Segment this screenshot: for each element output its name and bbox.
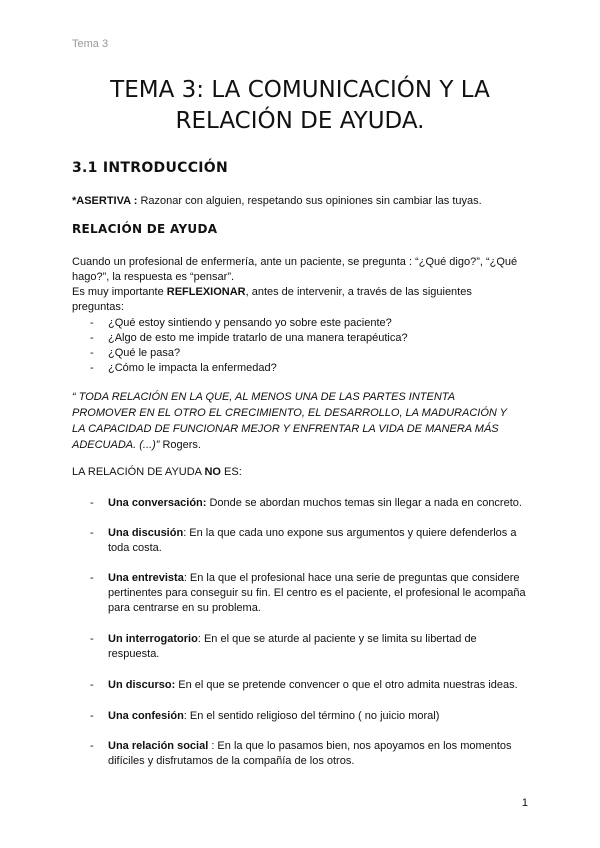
intro-line-3-pre: Es muy importante [72,286,167,298]
quote-author: Rogers. [159,439,201,451]
not-heading-pre: LA RELACIÓN DE AYUDA [72,466,205,478]
page-number: 1 [521,797,528,809]
intro-paragraph [72,255,532,315]
dash-bullet: - [90,362,94,374]
dash-bullet: - [90,572,94,584]
list-item [90,346,510,361]
item-text: : En la que el profesional hace una serie de preguntas que considere pertinentes para conseguir su fin. El centro es el paciente, el profesional le acompaña para centrarse en su problema. [108,572,526,614]
list-item [90,526,530,556]
quote-text-3: LA CAPACIDAD DE FUNCIONAR MEJOR Y ENFRENTAR LA VIDA DE MANERA MÁS [72,423,499,435]
not-heading [72,465,532,480]
list-item [90,496,530,511]
list-item [90,632,530,662]
quote-text-4: ADECUADA. (...)” [72,439,160,451]
intro-line-3 [72,285,532,300]
list-item [90,316,510,331]
title-line-2: RELACIÓN DE AYUDA. [175,108,425,134]
intro-line-1: Cuando un profesional de enfermería, ante un paciente, se pregunta : “¿Qué digo?”, “¿Qué [72,256,518,268]
item-term: Un discurso: [108,679,176,691]
dash-bullet: - [90,347,94,359]
title-line-1: TEMA 3: LA COMUNICACIÓN Y LA [110,77,490,103]
dash-bullet: - [90,332,94,344]
item-text: : En el que se aturde al paciente y se limita su libertad de respuesta. [108,633,477,660]
list-item [90,331,510,346]
item-text: : En el sentido religioso del término ( no juicio moral) [183,710,440,722]
item-term: Una entrevista [108,572,184,584]
section-heading: 3.1 INTRODUCCIÓN [72,160,228,176]
asertiva-definition [72,194,532,209]
list-item [90,678,530,693]
list-item [90,739,530,769]
item-term: Una conversación: [108,497,207,509]
asertiva-text: Razonar con alguien, respetando sus opiniones sin cambiar las tuyas. [137,195,482,207]
dash-bullet: - [90,527,94,539]
running-header: Tema 3 [72,38,109,50]
quote-line-1 [72,389,532,405]
quote-line-3 [72,421,532,437]
item-term: Una relación social [108,740,209,752]
item-text: En el que se pretende convencer o que el otro admita nuestras ideas. [175,679,518,691]
intro-line-3-post: , antes de intervenir, a través de las siguientes [245,286,472,298]
dash-bullet: - [90,710,94,722]
item-text: : En la que lo pasamos bien, nos apoyamos en los momentos difíciles y disfrutamos de la compañía de los otros. [108,740,512,767]
dash-bullet: - [90,740,94,752]
question-text: ¿Qué le pasa? [108,347,181,359]
asertiva-term: *ASERTIVA : [72,195,138,207]
question-text: ¿Cómo le impacta la enfermedad? [108,362,277,374]
subheading-relacion-ayuda: RELACIÓN DE AYUDA [72,222,218,236]
quote-text-2: PROMOVER EN EL OTRO EL CRECIMIENTO, EL DESARROLLO, LA MADURACIÓN Y [72,407,508,419]
question-text: ¿Algo de esto me impide tratarlo de una manera terapéutica? [108,332,408,344]
not-heading-post: ES: [220,466,242,478]
quote-text-1: “ TODA RELACIÓN EN LA QUE, AL MENOS UNA DE LAS PARTES INTENTA [72,391,456,403]
intro-line-2: hago?”, la respuesta es “pensar”. [72,271,235,283]
list-item [90,709,530,724]
dash-bullet: - [90,679,94,691]
question-text: ¿Qué estoy sintiendo y pensando yo sobre este paciente? [108,317,392,329]
item-text: : En la que cada uno expone sus argumentos y quiere defenderlos a toda costa. [108,527,517,554]
reflexionar-bold: REFLEXIONAR [166,286,246,298]
dash-bullet: - [90,633,94,645]
list-item [90,571,530,616]
list-item [90,361,510,376]
rogers-quote [72,389,532,453]
intro-line-4: preguntas: [72,301,124,313]
item-text: Donde se abordan muchos temas sin llegar a nada en concreto. [206,497,522,509]
dash-bullet: - [90,317,94,329]
item-term: Una discusión [108,527,184,539]
quote-line-4 [72,437,532,453]
item-term: Un interrogatorio [108,633,198,645]
item-term: Una confesión [108,710,184,722]
page-title [0,75,600,137]
questions-list [90,316,510,376]
quote-line-2 [72,405,532,421]
not-heading-bold: NO [204,466,221,478]
dash-bullet: - [90,497,94,509]
